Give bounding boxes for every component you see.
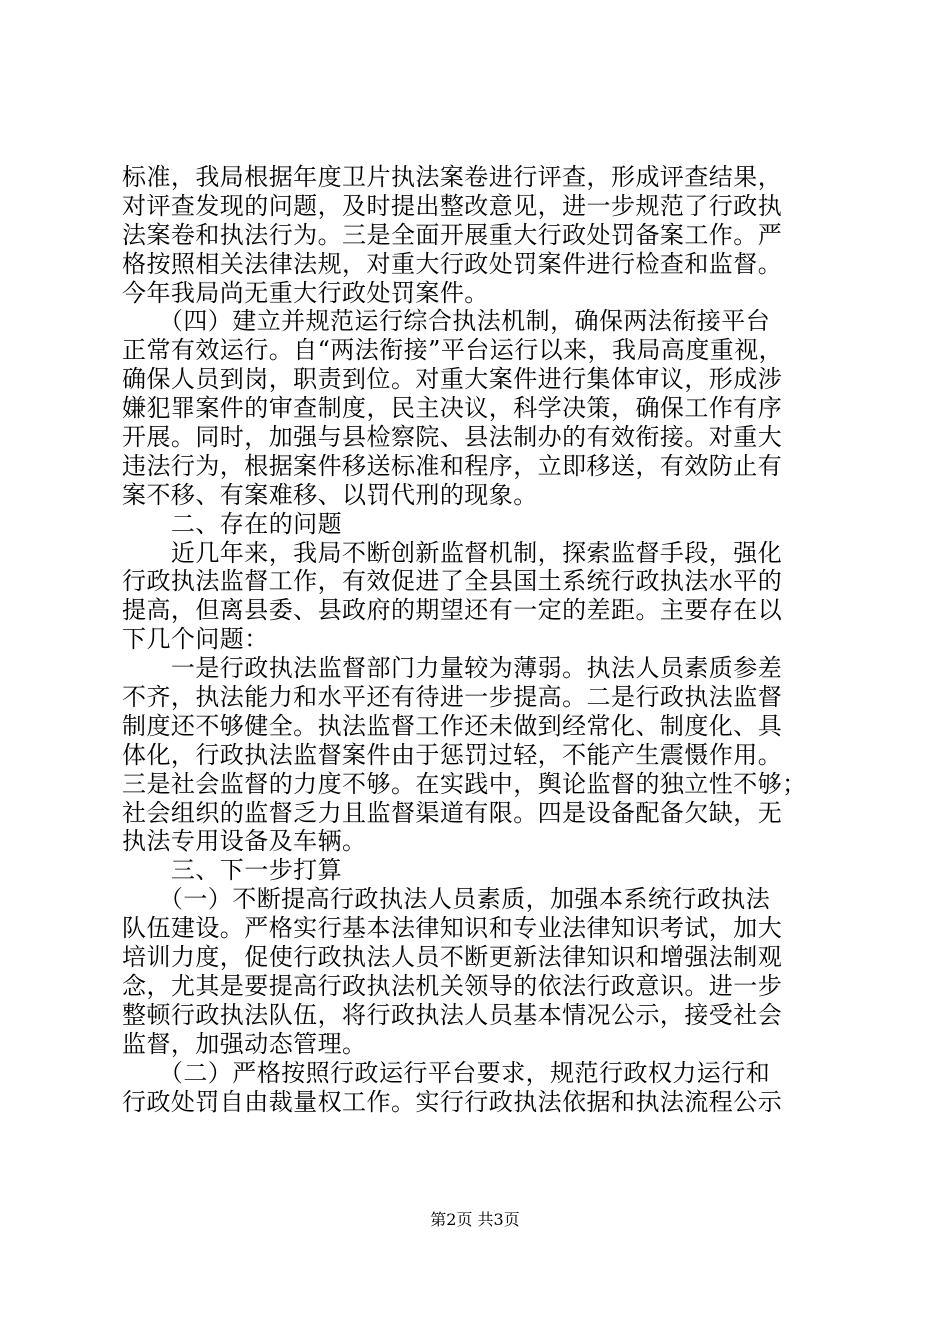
text-line: 社会组织的监督乏力且监督渠道有限。四是设备配备欠缺，无 bbox=[122, 798, 783, 827]
text-line: 案不移、有案难移、以罚代刑的现象。 bbox=[122, 480, 538, 509]
text-line: 正常有效运行。自“两法衔接”平台运行以来，我局高度重视， bbox=[122, 336, 784, 365]
text-line: 行政执法监督工作，有效促进了全县国土系统行政执法水平的 bbox=[122, 567, 783, 596]
text-line: （一）不断提高行政执法人员素质，加强本系统行政执法 bbox=[122, 885, 771, 914]
text-line: （四）建立并规范运行综合执法机制，确保两法衔接平台 bbox=[122, 307, 771, 336]
text-line: 法案卷和执法行为。三是全面开展重大行政处罚备案工作。严 bbox=[122, 220, 783, 249]
text-line: 制度还不够健全。执法监督工作还未做到经常化、制度化、具 bbox=[122, 711, 783, 740]
body-text bbox=[122, 163, 842, 1116]
text-line: 提高，但离县委、县政府的期望还有一定的差距。主要存在以 bbox=[122, 596, 783, 625]
text-line: 开展。同时，加强与县检察院、县法制办的有效衔接。对重大 bbox=[122, 423, 783, 452]
section-heading: 三、下一步打算 bbox=[122, 856, 343, 885]
text-line: 今年我局尚无重大行政处罚案件。 bbox=[122, 278, 489, 307]
text-line: 确保人员到岗，职责到位。对重大案件进行集体审议，形成涉 bbox=[122, 365, 783, 394]
text-line: 近几年来，我局不断创新监督机制，探索监督手段，强化 bbox=[122, 538, 783, 567]
text-line: 格按照相关法律法规，对重大行政处罚案件进行检查和监督。 bbox=[122, 249, 783, 278]
text-line: 嫌犯罪案件的审查制度，民主决议，科学决策，确保工作有序 bbox=[122, 394, 783, 423]
text-line: 标准，我局根据年度卫片执法案卷进行评查，形成评查结果， bbox=[122, 163, 783, 191]
text-line: （二）严格按照行政运行平台要求，规范行政权力运行和 bbox=[122, 1058, 771, 1087]
text-line: 念，尤其是要提高行政执法机关领导的依法行政意识。进一步 bbox=[122, 971, 783, 1000]
text-line: 整顿行政执法队伍，将行政执法人员基本情况公示，接受社会 bbox=[122, 1000, 783, 1029]
text-line: 体化，行政执法监督案件由于惩罚过轻，不能产生震慑作用。 bbox=[122, 740, 783, 769]
text-line: 下几个问题： bbox=[122, 625, 269, 654]
text-line: 监督，加强动态管理。 bbox=[122, 1029, 367, 1058]
text-line: 队伍建设。严格实行基本法律知识和专业法律知识考试，加大 bbox=[122, 914, 783, 943]
text-line: 一是行政执法监督部门力量较为薄弱。执法人员素质参差 bbox=[122, 654, 783, 683]
text-line: 执法专用设备及车辆。 bbox=[122, 827, 367, 856]
page-footer bbox=[0, 1210, 950, 1230]
text-line: 三是社会监督的力度不够。在实践中，舆论监督的独立性不够； bbox=[122, 769, 807, 798]
section-heading: 二、存在的问题 bbox=[122, 509, 343, 538]
text-line: 不齐，执法能力和水平还有待进一步提高。二是行政执法监督 bbox=[122, 683, 783, 712]
page-number: 第2页 共3页 bbox=[430, 1210, 520, 1229]
text-line: 违法行为，根据案件移送标准和程序，立即移送，有效防止有 bbox=[122, 451, 783, 480]
text-line: 培训力度，促使行政执法人员不断更新法律知识和增强法制观 bbox=[122, 943, 783, 972]
text-line: 对评查发现的问题，及时提出整改意见，进一步规范了行政执 bbox=[122, 191, 783, 220]
text-line: 行政处罚自由裁量权工作。实行行政执法依据和执法流程公示 bbox=[122, 1087, 783, 1116]
